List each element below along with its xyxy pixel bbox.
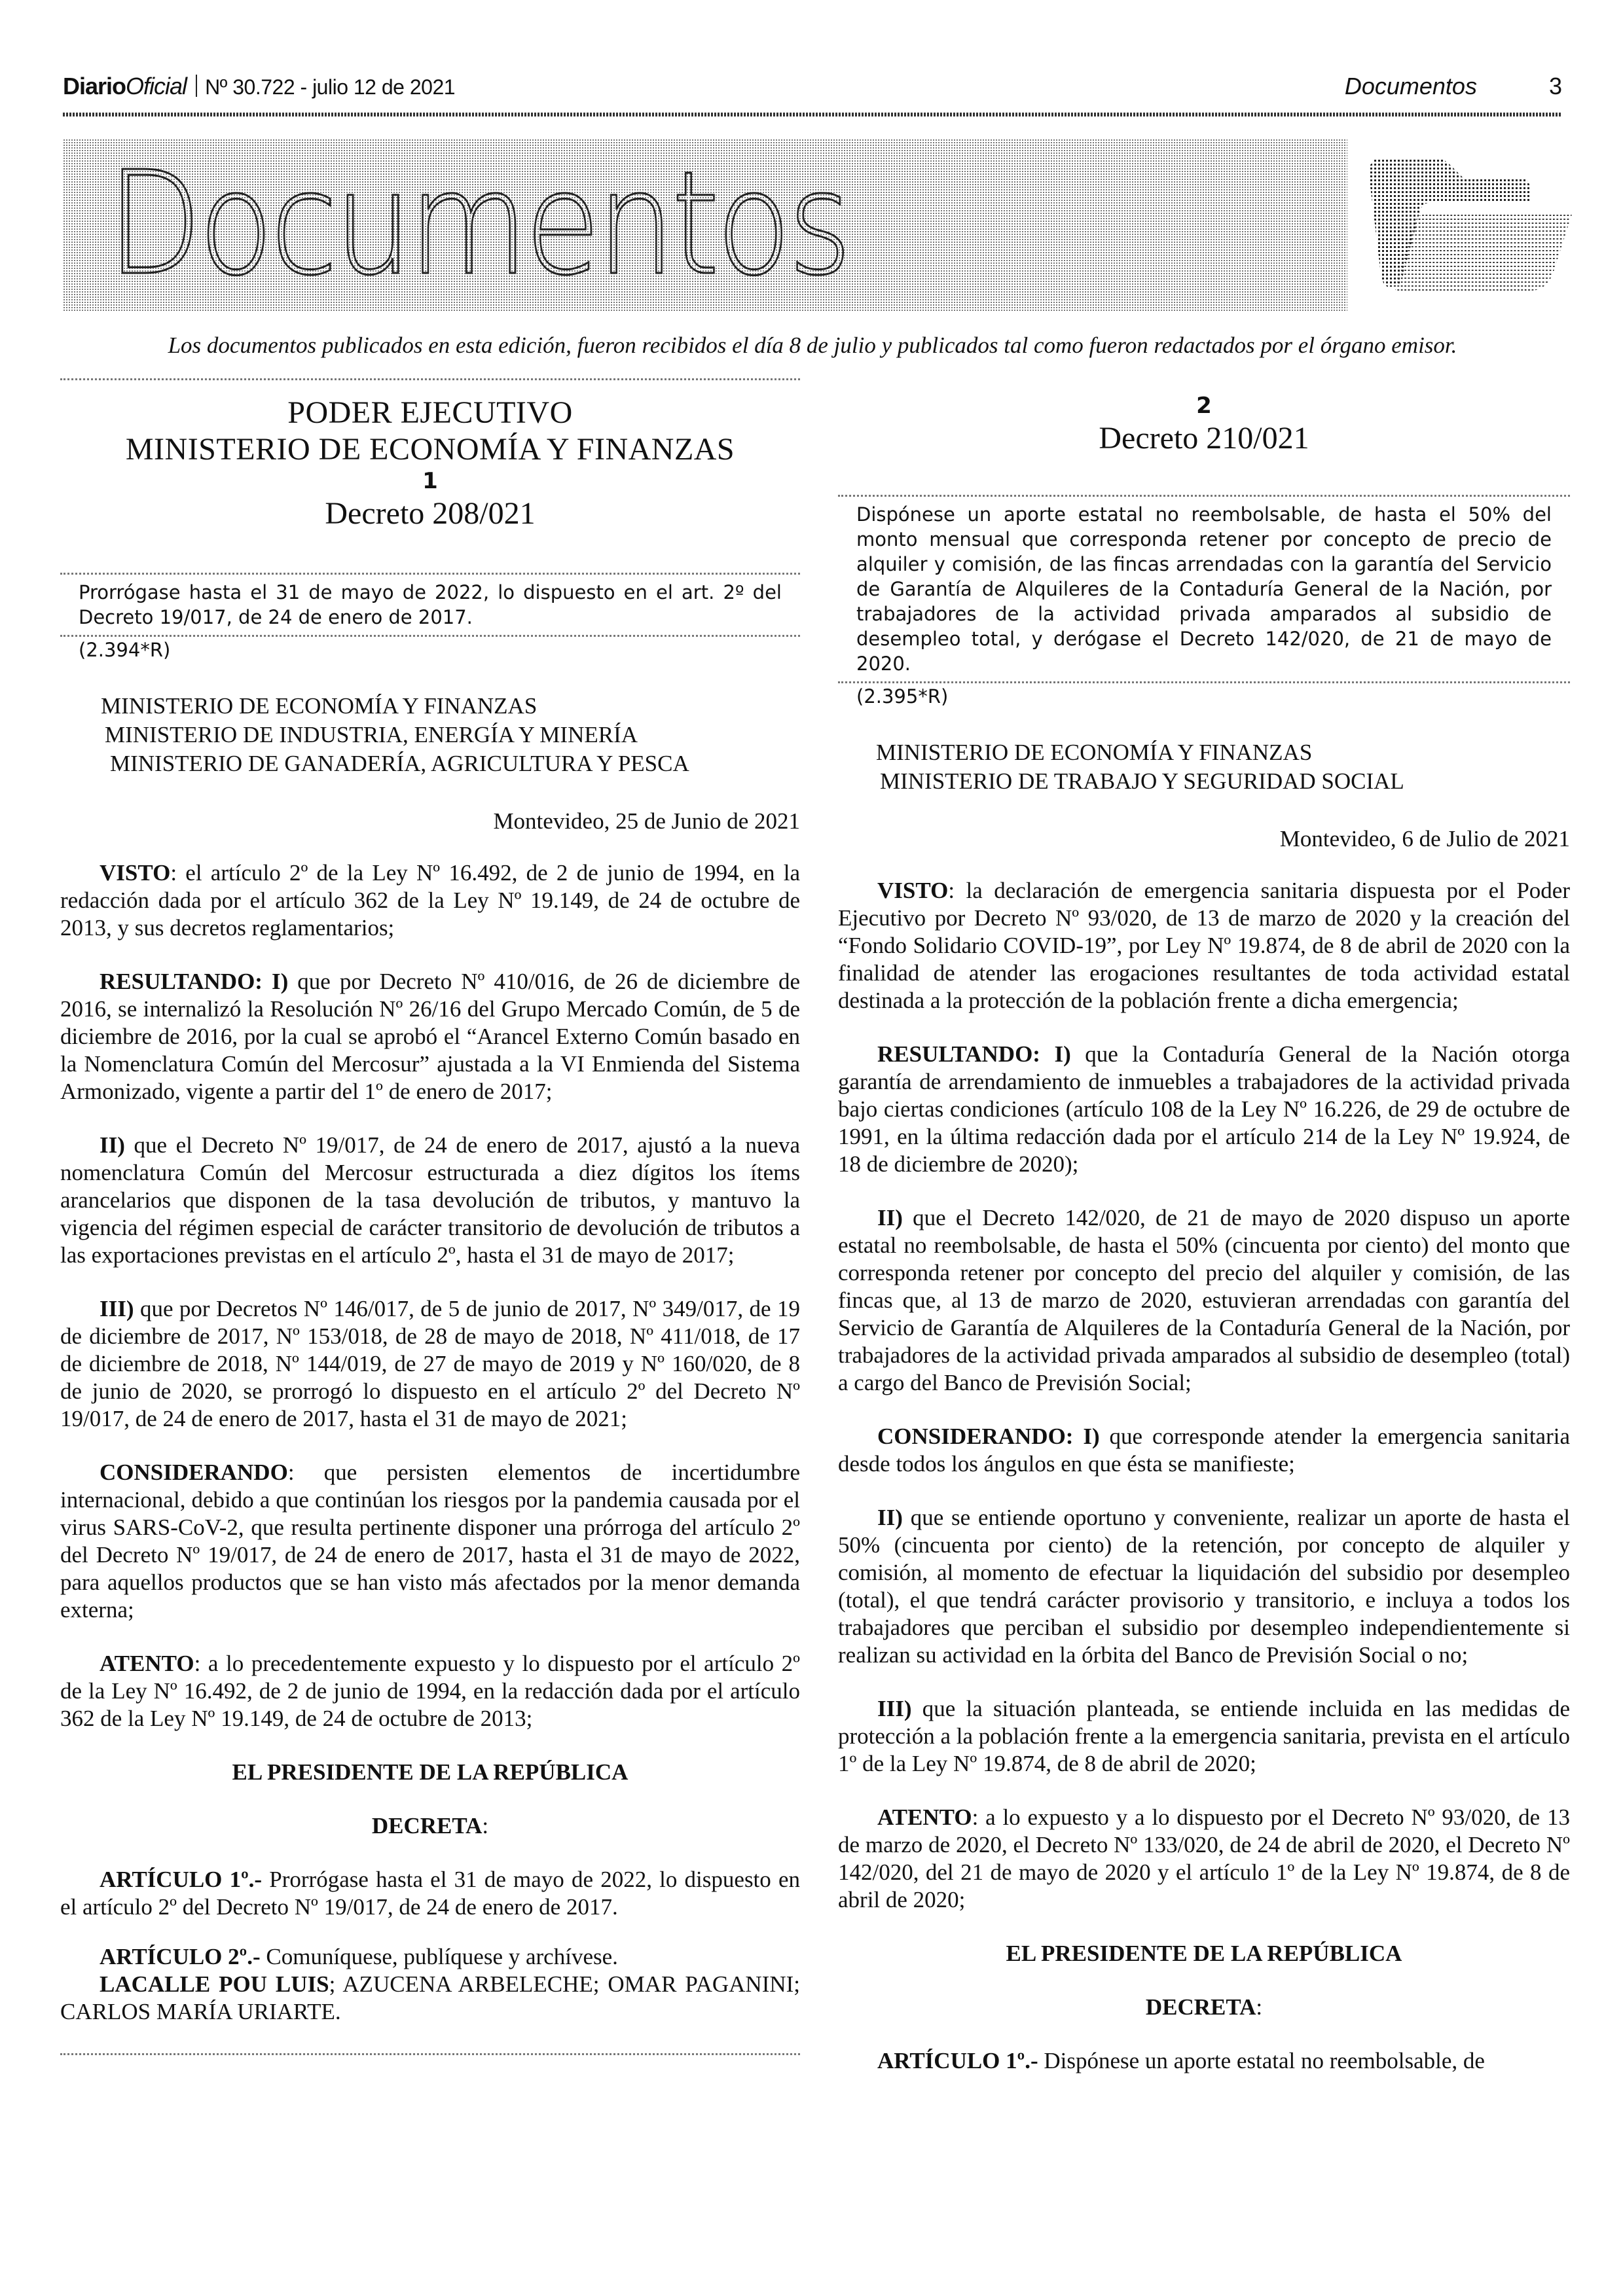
ministries-list [838, 738, 1570, 796]
document-summary: Prorrógase hasta el 31 de mayo de 2022, lo dispuesto en el art. 2º del Decreto 19/017, de 24 de enero de 2017. [79, 581, 782, 628]
paragraph-lead: III) [100, 1296, 134, 1321]
paragraph-atento: ATENTO: a lo precedentemente expuesto y lo dispuesto por el artículo 2º de la Ley Nº 16.492, de 2 de junio de 1994, en la redacción dada por el artículo 362 de la Ley Nº 19.149, de 24 de octubre de 2013; [60, 1651, 800, 1731]
document-2 [838, 378, 1570, 2075]
paragraph-considerando-1 [838, 1423, 1570, 1478]
paragraph-text: a lo precedentemente expuesto y lo dispuesto por el artículo 2º de la Ley Nº 16.492, de 2 de junio de 1994, en la redacción dada por el artículo 362 de la Ley Nº 19.149, de 24 de octubre de 2013; [60, 1651, 800, 1731]
document-number: 2 [1196, 393, 1212, 419]
paragraph-lead: CONSIDERANDO [100, 1460, 288, 1485]
page-number: 3 [1548, 73, 1562, 99]
paragraph-lead: RESULTANDO: I) [877, 1041, 1071, 1067]
paragraph-atento: ATENTO: a lo expuesto y a lo dispuesto por el Decreto Nº 93/020, de 13 de marzo de 2020, el Decreto Nº 133/020, de 24 de abril de 2020, el Decreto Nº 142/020, del 21 de mayo de 2020 y el artículo 1º de la Ley Nº 19.874, de 8 de abril de 2020; [838, 1804, 1570, 1912]
decreta-heading: DECRETA: [371, 1813, 489, 1839]
document-title: Decreto 208/021 [325, 496, 536, 531]
paragraph-resultando-2 [838, 1204, 1570, 1397]
ministry-line: MINISTERIO DE GANADERÍA, AGRICULTURA Y PESCA [110, 751, 689, 776]
section-banner [63, 139, 1347, 312]
masthead [63, 71, 1562, 107]
article-2 [60, 1943, 800, 1971]
place-date: Montevideo, 6 de Julio de 2021 [1279, 826, 1570, 852]
masthead-right [1345, 71, 1562, 102]
masthead-left [63, 71, 455, 103]
publication-reference: (2.395*R) [856, 685, 949, 708]
paragraph-text: la declaración de emergencia sanitaria dispuesta por el Poder Ejecutivo por Decreto Nº 93/020, de 13 de marzo de 2020 y la creación del “Fondo Solidario COVID-19”, por Ley Nº 19.874, de 8 de abril de 2020 con la finalidad de atender las erogaciones resultantes de toda actividad estatal destinada a la protección de la población frente a dicha emergencia; [838, 878, 1570, 1013]
section-name: Documentos [1344, 73, 1477, 99]
issue-info: Nº 30.722 - julio 12 de 2021 [205, 75, 456, 99]
article-lead: ARTÍCULO 1º.- [100, 1867, 263, 1892]
article-text: Prorrógase hasta el 31 de mayo de 2022, lo dispuesto en el artículo 2º del Decreto Nº 19/017, de 24 de enero de 2017. [60, 1867, 801, 1920]
paragraph-visto: VISTO: el artículo 2º de la Ley Nº 16.492, de 2 de junio de 1994, en la redacción dada por el artículo 362 de la Ley Nº 19.149, de 24 de octubre de 2013, y sus decretos reglamentarios; [60, 860, 800, 941]
masthead-rule [63, 113, 1562, 117]
paragraph-resultando-2 [60, 1132, 800, 1269]
paragraph-lead: ATENTO [877, 1804, 972, 1830]
ministry-line: MINISTERIO DE INDUSTRIA, ENERGÍA Y MINERÍA [105, 722, 638, 747]
paragraph-considerando-3 [838, 1695, 1570, 1778]
paragraph-text: que el Decreto Nº 19/017, de 24 de enero de 2017, ajustó a la nueva nomenclatura Común del Mercosur estructurada a diez dígitos los ítems arancelarios que disponen de la tasa devolución de tributos, y mantuvo la vigencia del régimen especial de carácter transitorio de devolución de tributos a las exportaciones previstas en el artículo 2º, hasta el 31 de mayo de 2017; [60, 1132, 800, 1268]
folder-open-icon [1359, 156, 1575, 313]
paragraph-lead: II) [877, 1505, 903, 1530]
paragraph-text: que el Decreto 142/020, de 21 de mayo de 2020 dispuso un aporte estatal no reembolsable, de hasta el 50% (cincuenta por ciento) del monto que corresponda retener por concepto del precio del alquiler y comisión, de las fincas que, al 13 de marzo de 2020, estuvieran arrendadas con garantía del Servicio de Garantía de Alquileres de la Contaduría General de la Nación, por trabajadores de la actividad privada amparados al subsidio de desempleo (total) a cargo del Banco de Previsión Social; [838, 1205, 1570, 1395]
paragraph-text: que la situación planteada, se entiende incluida en las medidas de protección a la población frente a la emergencia sanitaria, prevista en el artículo 1º de la Ley Nº 19.874, de 8 de abril de 2020; [838, 1696, 1571, 1776]
paragraph-text: que por Decretos Nº 146/017, de 5 de junio de 2017, Nº 349/017, de 19 de diciembre de 2017, Nº 153/018, de 28 de mayo de 2018, Nº 411/018, de 17 de diciembre de 2018, Nº 144/019, de 27 de mayo de 2019 y Nº 160/020, de 8 de junio de 2020, se prorrogó lo dispuesto en el artículo 2º del Decreto Nº 19/017, de 24 de enero de 2017, hasta el 31 de mayo de 2021; [60, 1296, 801, 1431]
org-header-2: MINISTERIO DE ECONOMÍA Y FINANZAS [125, 432, 735, 467]
paragraph-text: que se entiende oportuno y conveniente, realizar un aporte de hasta el 50% (cincuenta por ciento) de la retención, por concepto de alquiler y comisión, al momento de efectuar la liquidación del subsidio por desempleo (total), el que tendrá carácter provisorio y transitorio, e incluya a todos los trabajadores que perciban el subsidio por desempleo independientemente si realizan su actividad en la órbita del Banco de Previsión Social o no; [838, 1505, 1571, 1668]
document-number: 1 [422, 468, 438, 494]
ministry-line: MINISTERIO DE TRABAJO Y SEGURIDAD SOCIAL [880, 768, 1404, 794]
place-date: Montevideo, 25 de Junio de 2021 [493, 808, 800, 834]
publication-reference: (2.394*R) [79, 639, 171, 661]
paragraph-text: que corresponde atender la emergencia sanitaria desde todos los ángulos en que ésta se manifieste; [838, 1424, 1570, 1477]
article-text: Comuníquese, publíquese y archívese. [266, 1944, 618, 1969]
article-lead: ARTÍCULO 1º.- [877, 2048, 1038, 2073]
intro-note: Los documentos publicados en esta edición, fueron recibidos el día 8 de julio y publicados tal como fueron redactados por el órgano emisor. [168, 332, 1457, 358]
article-1 [60, 1866, 800, 1921]
ministry-line: MINISTERIO DE ECONOMÍA Y FINANZAS [876, 740, 1313, 765]
banner-title: Documentos [107, 141, 849, 307]
article-lead: ARTÍCULO 2º.- [100, 1944, 261, 1969]
paragraph-resultando-1 [60, 968, 800, 1105]
org-header-1: PODER EJECUTIVO [287, 395, 573, 430]
paragraph-considerando: CONSIDERANDO: que persisten elementos de incertidumbre internacional, debido a que continúan los riesgos por la pandemia causada por el virus SARS-CoV-2, que resulta pertinente disponer una prórroga del artículo 2º del Decreto Nº 19/017, de 24 de enero de 2017, hasta el 31 de mayo de 2022, para aquellos productos que se han visto más afectados por la menor demanda externa; [60, 1460, 800, 1623]
paragraph-text: a lo expuesto y a lo dispuesto por el Decreto Nº 93/020, de 13 de marzo de 2020, el Decreto Nº 133/020, de 24 de abril de 2020, el Decreto Nº 142/020, del 21 de mayo de 2020 y el artículo 1º de la Ley Nº 19.874, de 8 de abril de 2020; [838, 1804, 1570, 1912]
paragraph-lead: RESULTANDO: I) [100, 969, 289, 994]
paragraph-lead: ATENTO [100, 1651, 194, 1676]
signature-rest: ; AZUCENA ARBELECHE; OMAR PAGANINI; CARLOS MARÍA URIARTE. [60, 1971, 801, 2024]
paragraph-lead: VISTO [877, 878, 949, 903]
decreta-heading: DECRETA: [1145, 1994, 1263, 2020]
ministries-list [60, 692, 800, 778]
masthead-separator [196, 75, 197, 97]
paragraph-visto: VISTO: la declaración de emergencia sanitaria dispuesta por el Poder Ejecutivo por Decreto Nº 93/020, de 13 de marzo de 2020 y la creación del “Fondo Solidario COVID-19”, por Ley Nº 19.874, de 8 de abril de 2020 con la finalidad de atender las erogaciones resultantes de toda actividad estatal destinada a la protección de la población frente a dicha emergencia; [838, 878, 1570, 1013]
paragraph-lead: II) [877, 1205, 903, 1230]
paragraph-lead: III) [877, 1696, 912, 1721]
signature-lead: LACALLE POU LUIS [100, 1971, 329, 1997]
paragraph-considerando-2 [838, 1504, 1570, 1669]
signatures [60, 1971, 800, 2026]
paragraph-lead: II) [100, 1132, 125, 1158]
document-summary: Dispónese un aporte estatal no reembolsable, de hasta el 50% del monto mensual que corresponda retener por concepto de precio de alquiler y comisión, de las fincas arrendadas con la garantía del Servicio de Garantía de Alquileres de la Contaduría General de la Nación, por trabajadores de la actividad privada amparados al subsidio de desempleo total, y derógase el Decreto 142/020, de 21 de mayo de 2020. [856, 503, 1552, 675]
paragraph-resultando-3 [60, 1295, 800, 1433]
ministry-line: MINISTERIO DE ECONOMÍA Y FINANZAS [101, 693, 538, 719]
president-heading: EL PRESIDENTE DE LA REPÚBLICA [1006, 1941, 1402, 1966]
document-end-divider [60, 2053, 800, 2055]
paragraph-resultando-1 [838, 1041, 1570, 1178]
article-text: Dispónese un aporte estatal no reembolsable, de [1044, 2048, 1485, 2073]
document-title: Decreto 210/021 [1099, 421, 1309, 456]
article-1 [838, 2047, 1570, 2075]
document-1 [60, 378, 800, 2055]
brand-logo-italic: Oficial [126, 73, 187, 99]
paragraph-text: que persisten elementos de incertidumbre internacional, debido a que continúan los riesgos por la pandemia causada por el virus SARS-CoV-2, que resulta pertinente disponer una prórroga del artículo 2º del Decreto Nº 19/017, de 24 de enero de 2017, hasta el 31 de mayo de 2022, para aquellos productos que se han visto más afectados por la menor demanda externa; [60, 1460, 800, 1623]
paragraph-text: el artículo 2º de la Ley Nº 16.492, de 2 de junio de 1994, en la redacción dada por el artículo 362 de la Ley Nº 19.149, de 24 de octubre de 2013, y sus decretos reglamentarios; [60, 860, 800, 941]
president-heading: EL PRESIDENTE DE LA REPÚBLICA [232, 1759, 629, 1785]
paragraph-text: que la Contaduría General de la Nación otorga garantía de arrendamiento de inmuebles a trabajadores de la actividad privada bajo ciertas condiciones (artículo 108 de la Ley Nº 16.226, de 29 de octubre de 1991, en la última redacción dada por el artículo 214 de la Ley Nº 19.924, de 18 de diciembre de 2020); [838, 1041, 1571, 1177]
paragraph-text: que por Decreto Nº 410/016, de 26 de diciembre de 2016, se internalizó la Resolución Nº 26/16 del Grupo Mercado Común, de 5 de diciembre de 2016, por la cual se aprobó el “Arancel Externo Común basado en la Nomenclatura Común del Mercosur” ajustada a la VI Enmienda del Sistema Armonizado, vigente a partir del 1º de enero de 2017; [60, 969, 800, 1104]
paragraph-lead: VISTO [100, 860, 171, 886]
brand-logo-bold: Diario [63, 73, 126, 99]
paragraph-lead: CONSIDERANDO: I) [877, 1424, 1100, 1449]
